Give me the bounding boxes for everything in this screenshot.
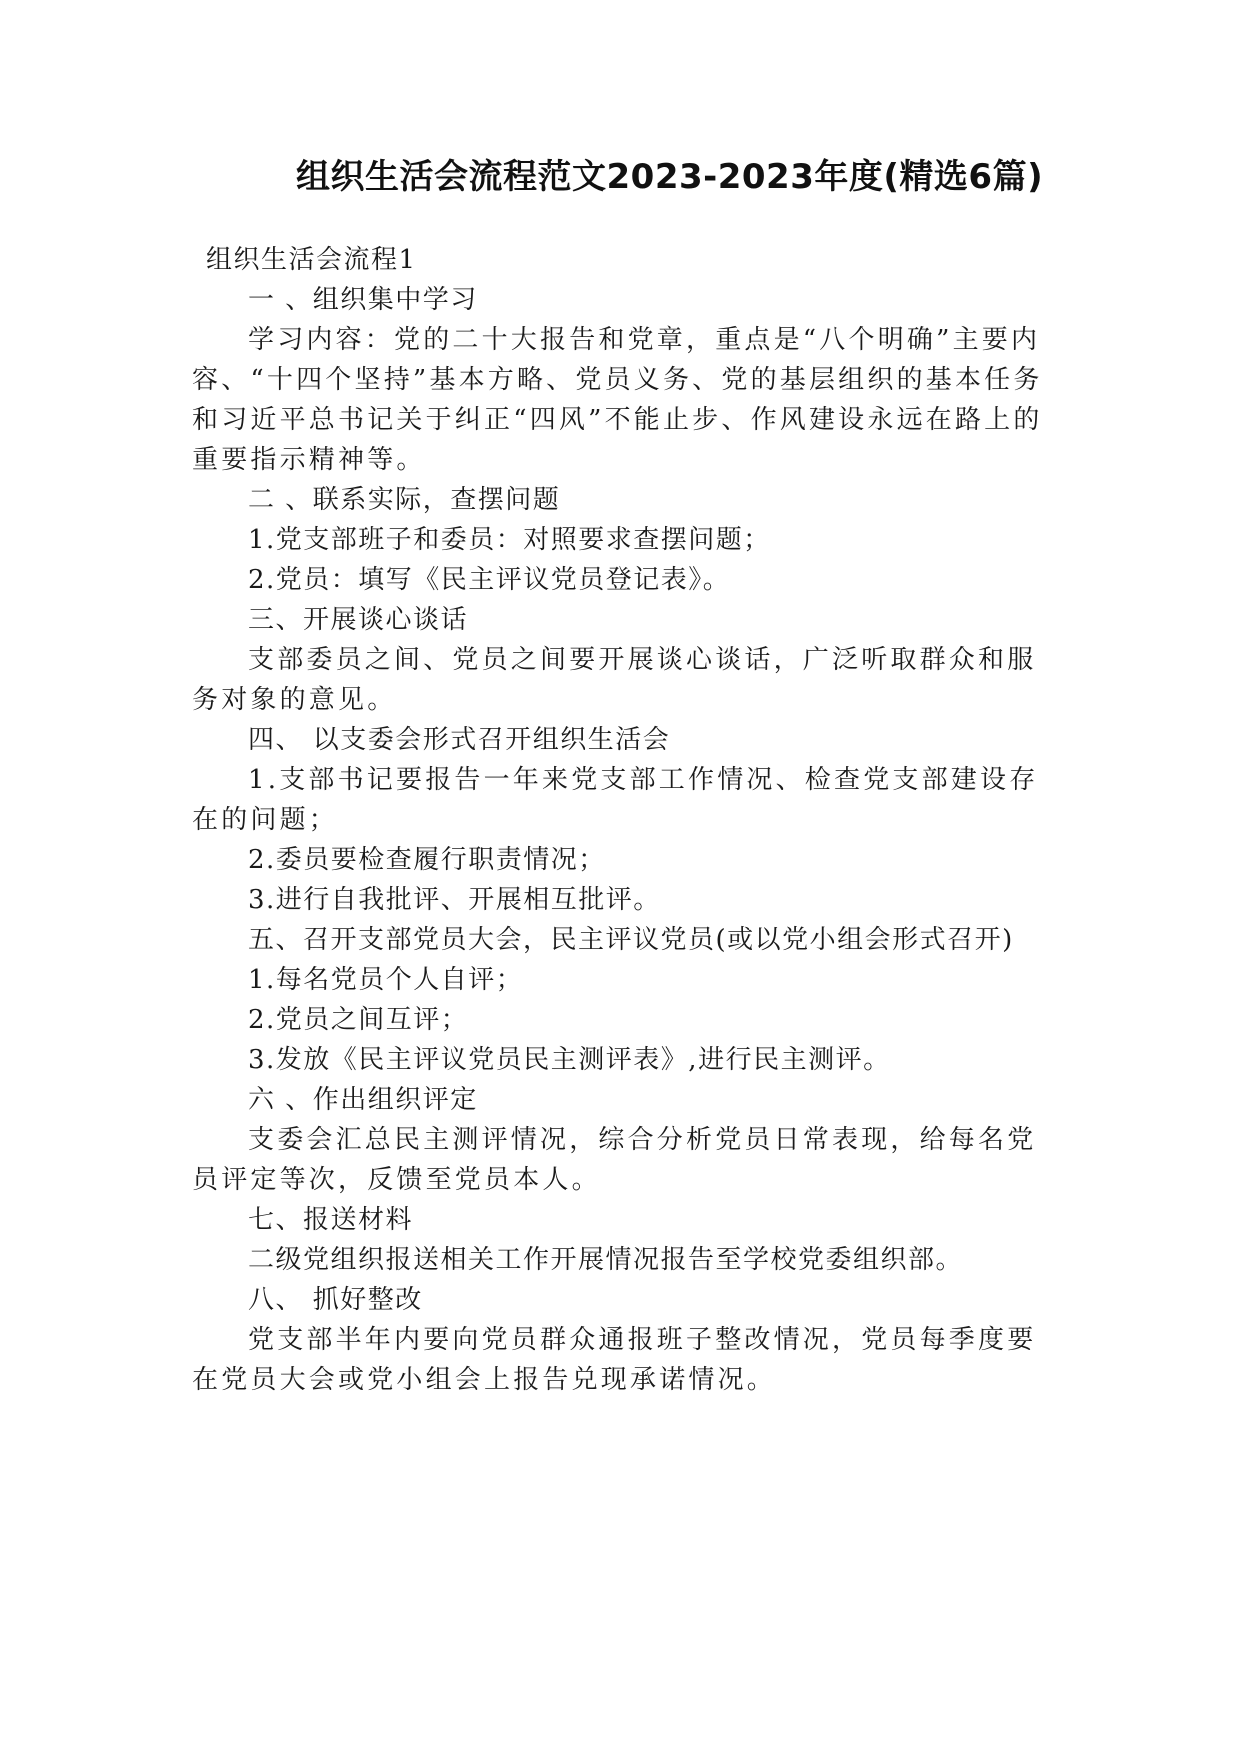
list-item: 1.党支部班子和委员：对照要求查摆问题； [248,525,771,555]
document-body [192,240,1052,1400]
paragraph: 1.支部书记要报告一年来党支部工作情况、检查党支部建设存在的问题； [192,765,1039,835]
section-heading: 七、报送材料 [248,1205,414,1235]
paragraph: 支委会汇总民主测评情况，综合分析党员日常表现，给每名党员评定等次，反馈至党员本人。 [192,1125,1037,1195]
section-heading: 六 、作出组织评定 [248,1085,478,1115]
list-item: 3.发放《民主评议党员民主测评表》,进行民主测评。 [248,1045,891,1075]
paragraph: 学习内容：党的二十大报告和党章，重点是“八个明确”主要内容、“十四个坚持”基本方略、党员义务、党的基层组织的基本任务和习近平总书记关于纠正“四风”不能止步、作风建设永远在路上的重要指示精神等。 [192,325,1043,475]
list-item: 二级党组织报送相关工作开展情况报告至学校党委组织部。 [248,1245,964,1275]
paragraph: 党支部半年内要向党员群众通报班子整改情况，党员每季度要在党员大会或党小组会上报告兑现承诺情况。 [192,1325,1037,1395]
section-heading: 二 、联系实际，查摆问题 [248,485,561,515]
section-heading: 五、召开支部党员大会，民主评议党员(或以党小组会形式召开) [248,925,1014,955]
list-item: 2.党员：填写《民主评议党员登记表》。 [248,565,731,595]
document-title: 组织生活会流程范文2023-2023年度(精选6篇) [296,157,1044,197]
subheading: 组织生活会流程1 [206,245,417,275]
section-heading: 八、 抓好整改 [248,1285,423,1315]
paragraph: 支部委员之间、党员之间要开展谈心谈话，广泛听取群众和服务对象的意见。 [192,645,1037,715]
section-heading: 一 、组织集中学习 [248,285,478,315]
list-item: 2.党员之间互评； [248,1005,469,1035]
section-heading: 三、开展谈心谈话 [248,605,469,635]
list-item: 1.每名党员个人自评； [248,965,524,995]
section-heading: 四、 以支委会形式召开组织生活会 [248,725,671,755]
list-item: 2.委员要检查履行职责情况； [248,845,606,875]
list-item: 3.进行自我批评、开展相互批评。 [248,885,661,915]
